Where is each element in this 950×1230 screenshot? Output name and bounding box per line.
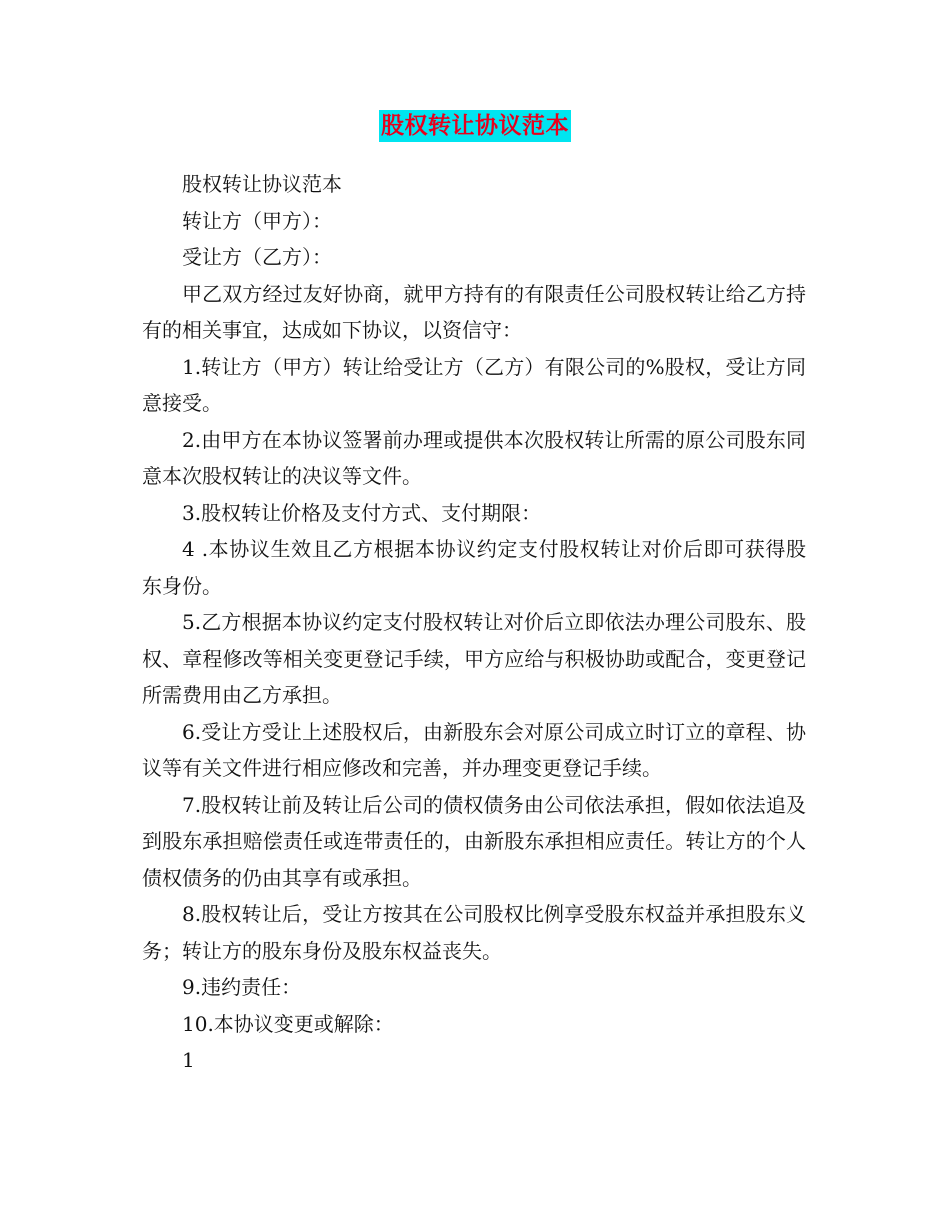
paragraph-clause-9: 9.违约责任： bbox=[182, 975, 302, 999]
paragraph-transferor: 转让方（甲方）： bbox=[182, 208, 332, 233]
paragraph-clause-3: 3.股权转让价格及支付方式、支付期限： bbox=[182, 500, 542, 525]
paragraph-clause-7: 7.股权转让前及转让后公司的债权债务由公司依法承担，假如依法追及到股东承担赔偿责任或连带责任的，由新股东承担相应责任。转让方的个人债权债务的仍由其享有或承担。 bbox=[142, 792, 806, 890]
paragraph-clause-5: 5.乙方根据本协议约定支付股权转让对价后立即依法办理公司股东、股权、章程修改等相关变更登记手续，甲方应给与积极协助或配合，变更登记所需费用由乙方承担。 bbox=[142, 610, 806, 707]
paragraph-clause-10: 10.本协议变更或解除： bbox=[182, 1011, 394, 1036]
paragraph-clause-8: 8.股权转让后，受让方按其在公司股权比例享受股东权益并承担股东义务；转让方的股东身份及股东权益丧失。 bbox=[142, 902, 806, 963]
paragraph-clause-1: 1.转让方（甲方）转让给受让方（乙方）有限公司的%股权，受让方同意接受。 bbox=[142, 354, 806, 415]
paragraph-clause-2: 2.由甲方在本协议签署前办理或提供本次股权转让所需的原公司股东同意本次股权转让的决议等文件。 bbox=[142, 427, 806, 488]
paragraph-clause-6: 6.受让方受让上述股权后，由新股东会对原公司成立时订立的章程、协议等有关文件进行相应修改和完善，并办理变更登记手续。 bbox=[142, 719, 806, 780]
paragraph-clause-4: 4 .本协议生效且乙方根据本协议约定支付股权转让对价后即可获得股东身份。 bbox=[142, 537, 806, 598]
paragraph-heading: 股权转让协议范本 bbox=[182, 172, 342, 196]
title-container bbox=[0, 110, 950, 142]
paragraph-trailing-number: 1 bbox=[182, 1048, 195, 1072]
paragraph-preamble: 甲乙双方经过友好协商，就甲方持有的有限责任公司股权转让给乙方持有的相关事宜，达成如下协议，以资信守： bbox=[142, 281, 806, 342]
document-body bbox=[142, 166, 806, 1079]
paragraph-transferee: 受让方（乙方）： bbox=[182, 245, 332, 269]
document-title: 股权转让协议范本 bbox=[379, 110, 571, 142]
